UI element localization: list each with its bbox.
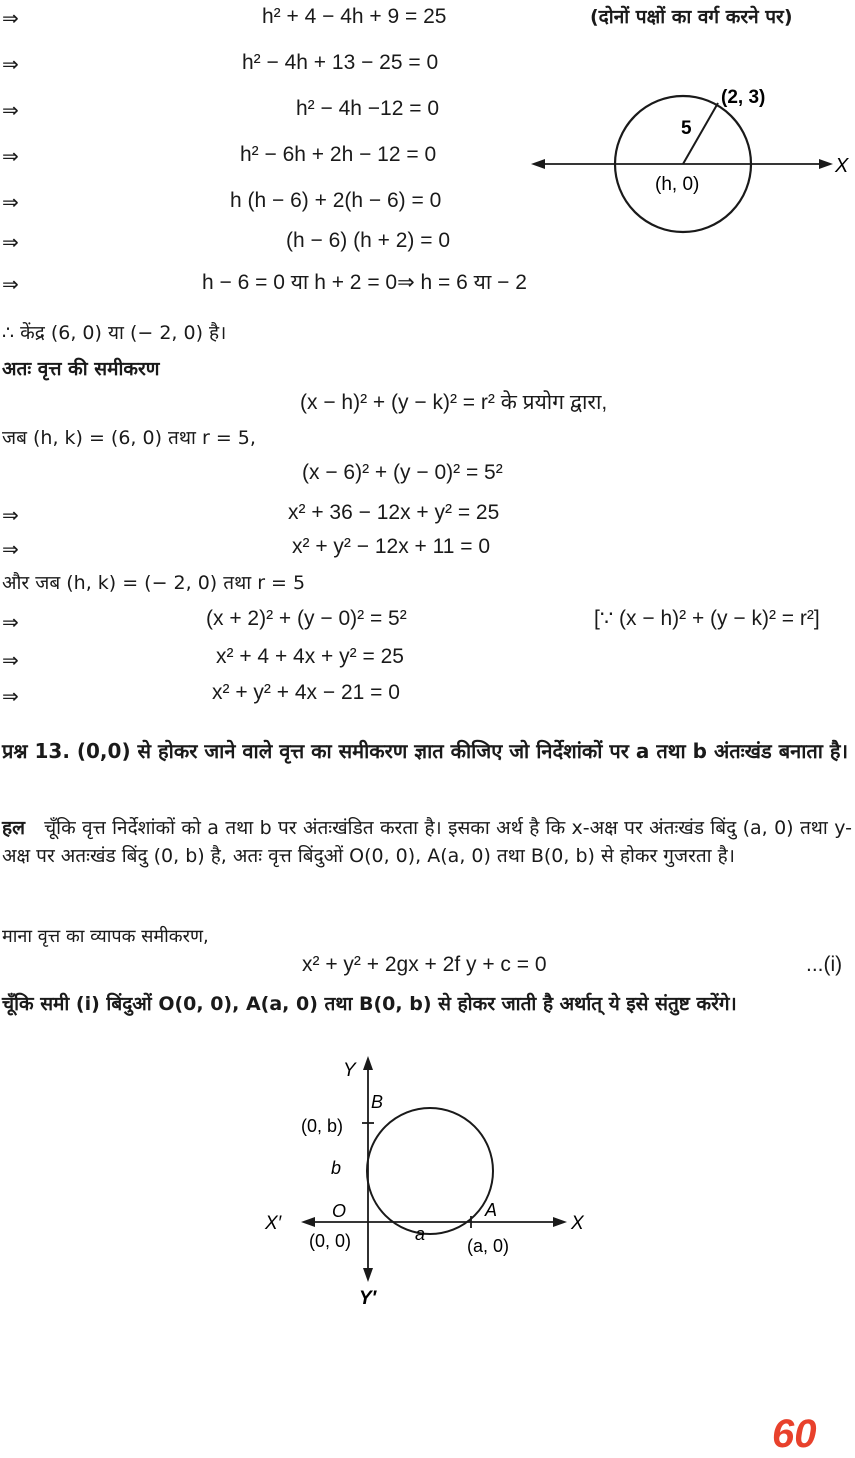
implies-arrow: ⇒ bbox=[2, 648, 19, 672]
question-13: प्रश्न 13. (0,0) से होकर जाने वाले वृत्त का समीकरण ज्ञात कीजिए जो निर्देशांकों पर a तथा b अंतःखंड बनाता है। bbox=[2, 739, 849, 763]
standard-equation: (x − h)² + (y − k)² = r² के प्रयोग द्वारा, bbox=[300, 391, 608, 414]
implies-arrow: ⇒ bbox=[2, 144, 19, 168]
x-axis-label: X bbox=[835, 155, 849, 177]
point-a-coords: (a, 0) bbox=[467, 1236, 510, 1256]
case2-equation: x² + y² + 4x − 21 = 0 bbox=[212, 681, 400, 704]
radius-label: 5 bbox=[681, 118, 692, 139]
solution-text: चूँकि वृत्त निर्देशांकों को a तथा b पर अंतःखंडित करता है। इसका अर्थ है कि x-अक्ष पर अंतःखंड बिंदु (a, 0) तथा y-अक्ष पर अतःखंड बिंदु (0, b) है, अतः वृत्त बिंदुओं O(0, 0), A(a, 0) तथा B(0, b) से होकर गुजरता है। bbox=[2, 817, 852, 867]
implies-arrow: ⇒ bbox=[2, 272, 19, 296]
step-equation: h² + 4 − 4h + 9 = 25 bbox=[262, 5, 447, 28]
x-prime-label: X′ bbox=[265, 1213, 282, 1234]
circle-figure-1 bbox=[525, 76, 855, 246]
case1-equation: (x − 6)² + (y − 0)² = 5² bbox=[302, 461, 503, 484]
case2-equation: x² + 4 + 4x + y² = 25 bbox=[216, 645, 404, 668]
point-a-label: A bbox=[485, 1200, 498, 1220]
implies-arrow: ⇒ bbox=[2, 6, 19, 30]
implies-arrow: ⇒ bbox=[2, 684, 19, 708]
implies-arrow: ⇒ bbox=[2, 503, 19, 527]
step-note: (दोनों पक्षों का वर्ग करने पर) bbox=[590, 6, 793, 28]
implies-arrow: ⇒ bbox=[2, 98, 19, 122]
implies-arrow: ⇒ bbox=[2, 610, 19, 634]
y-axis-label: Y bbox=[343, 1060, 356, 1081]
since-paragraph: चूँकि समी (i) बिंदुओं O(0, 0), A(a, 0) तथा B(0, b) से होकर जाती है अर्थात् ये इसे संतुष्ट करेंगे। bbox=[2, 993, 737, 1015]
implies-arrow: ⇒ bbox=[2, 230, 19, 254]
case2-equation: (x + 2)² + (y − 0)² = 5² bbox=[206, 607, 407, 630]
step-equation: h − 6 = 0 या h + 2 = 0⇒ h = 6 या − 2 bbox=[202, 271, 527, 294]
case1-equation: x² + 36 − 12x + y² = 25 bbox=[288, 501, 500, 524]
equation-intro: अतः वृत्त की समीकरण bbox=[2, 358, 160, 380]
center-label: (h, 0) bbox=[655, 174, 700, 195]
x-axis-label: X bbox=[571, 1213, 584, 1234]
solution-label: हल bbox=[2, 817, 25, 839]
equation-number: ...(i) bbox=[806, 953, 843, 976]
implies-arrow: ⇒ bbox=[2, 190, 19, 214]
a-segment-label: a bbox=[415, 1224, 426, 1244]
case2-note: [∵ (x − h)² + (y − k)² = r²] bbox=[594, 607, 820, 630]
general-equation: x² + y² + 2gx + 2f y + c = 0 bbox=[302, 953, 547, 976]
step-equation: h² − 6h + 2h − 12 = 0 bbox=[240, 143, 437, 166]
step-equation: h² − 4h −12 = 0 bbox=[296, 97, 440, 120]
implies-arrow: ⇒ bbox=[2, 537, 19, 561]
circle-figure-2 bbox=[255, 1050, 600, 1310]
point-b-label: B bbox=[371, 1092, 384, 1112]
step-equation: (h − 6) (h + 2) = 0 bbox=[286, 229, 451, 252]
implies-arrow: ⇒ bbox=[2, 52, 19, 76]
general-intro: माना वृत्त का व्यापक समीकरण, bbox=[2, 926, 209, 947]
point-label: (2, 3) bbox=[721, 87, 766, 108]
origin-o-label: O bbox=[332, 1201, 347, 1221]
y-prime-label: Y′ bbox=[359, 1288, 377, 1309]
case2-text: और जब (h, k) = (− 2, 0) तथा r = 5 bbox=[2, 572, 306, 594]
case1-text: जब (h, k) = (6, 0) तथा r = 5, bbox=[2, 427, 256, 449]
page-number: 60 bbox=[772, 1412, 817, 1456]
case1-equation: x² + y² − 12x + 11 = 0 bbox=[292, 535, 491, 558]
step-equation: h (h − 6) + 2(h − 6) = 0 bbox=[230, 189, 442, 212]
origin-coords: (0, 0) bbox=[309, 1231, 352, 1251]
point-b-coords: (0, b) bbox=[301, 1116, 344, 1136]
solution-paragraph bbox=[2, 814, 852, 870]
b-segment-label: b bbox=[331, 1158, 342, 1178]
centre-line: ∴ केंद्र (6, 0) या (− 2, 0) है। bbox=[2, 322, 227, 344]
step-equation: h² − 4h + 13 − 25 = 0 bbox=[242, 51, 439, 74]
